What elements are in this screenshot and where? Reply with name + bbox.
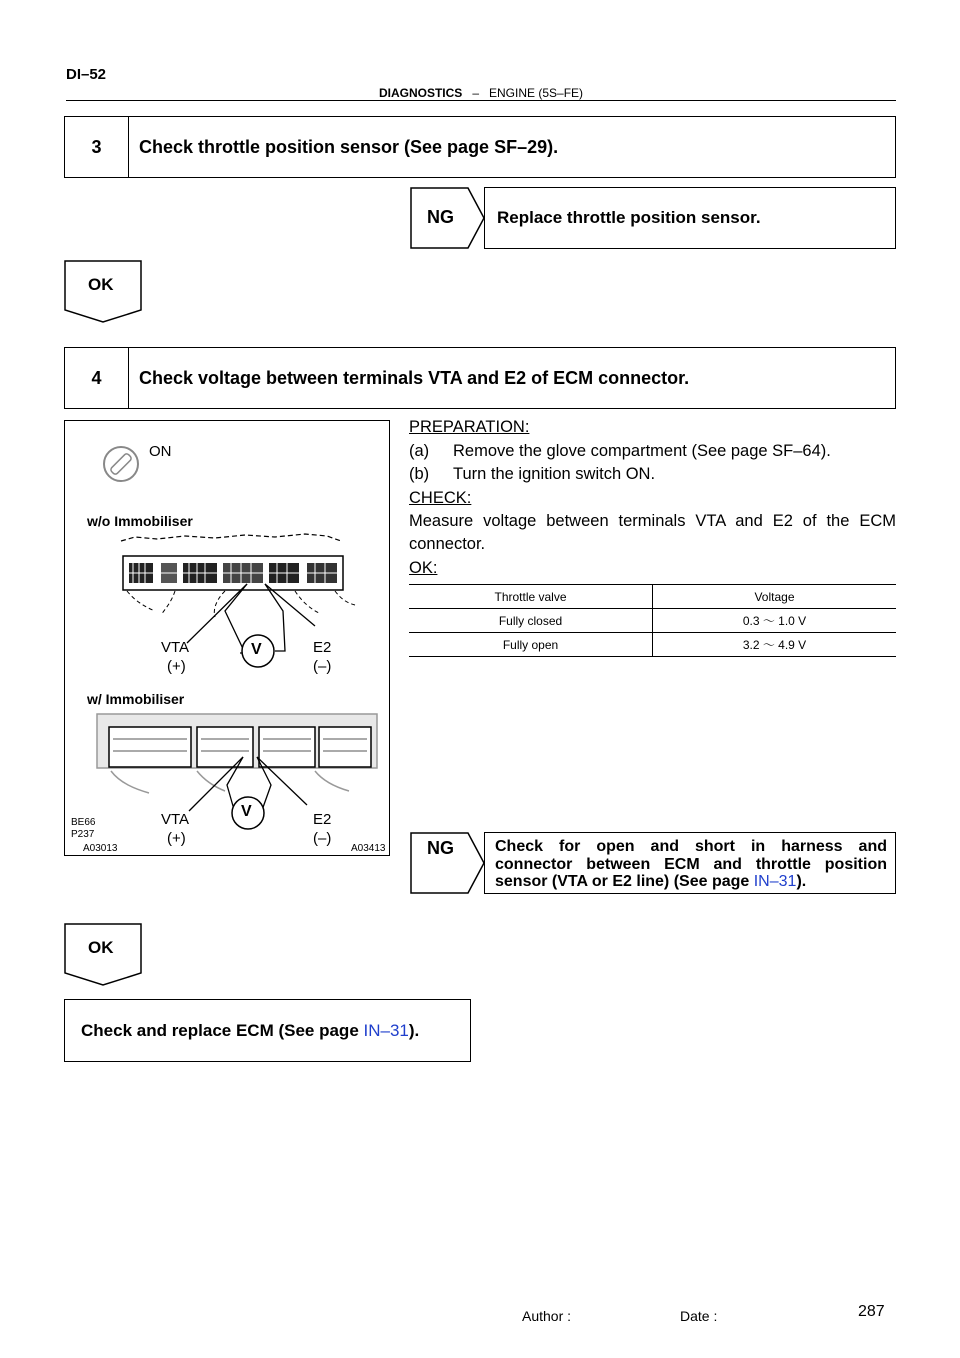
step-3-ng-action: Replace throttle position sensor. xyxy=(484,187,896,249)
prep-a-text: Remove the glove compartment (See page SF–64). xyxy=(453,442,831,460)
step-3-ok-label: OK xyxy=(88,275,114,294)
section-label-without-immobiliser: w/o Immobiliser xyxy=(87,513,193,529)
final-action-text: Check and replace ECM (See page xyxy=(81,1020,359,1040)
header-rule xyxy=(66,100,896,101)
figure-code-right: A03413 xyxy=(351,843,386,854)
step-4-ng-action xyxy=(484,832,896,894)
e2-label-2: E2 xyxy=(313,811,332,828)
ignition-key-icon xyxy=(104,447,138,481)
vta-label-2: VTA xyxy=(161,811,190,828)
figure-code-left: A03013 xyxy=(83,843,118,854)
prep-a-label: (a) xyxy=(409,442,430,460)
voltmeter-symbol-2: V xyxy=(241,803,252,820)
table-row xyxy=(409,633,896,657)
e2-sign-1: (–) xyxy=(313,658,332,675)
final-action-box xyxy=(64,999,471,1062)
step-4-box xyxy=(64,347,896,409)
figure-code-be: BE66 xyxy=(71,817,96,828)
running-header xyxy=(66,86,896,100)
header-subsection: ENGINE (5S–FE) xyxy=(489,86,584,100)
ignition-on-label: ON xyxy=(149,443,172,460)
final-page-link[interactable]: IN–31 xyxy=(363,1020,409,1040)
vta-label-1: VTA xyxy=(161,639,190,656)
prep-b-label: (b) xyxy=(409,465,430,483)
preparation-heading: PREPARATION: xyxy=(409,418,530,436)
section-label-with-immobiliser: w/ Immobiliser xyxy=(87,691,185,707)
footer-page-number: 287 xyxy=(858,1303,885,1320)
voltmeter-symbol-1: V xyxy=(251,641,262,658)
table-header-cell: Throttle valve xyxy=(409,585,653,609)
table-cell: 0.3 ～ 1.0 V xyxy=(653,609,897,633)
ok-heading: OK: xyxy=(409,559,438,577)
table-row xyxy=(409,609,896,633)
ecm-connector-with-immobiliser xyxy=(97,714,377,793)
footer-date-label: Date : xyxy=(680,1308,718,1324)
vta-sign-1: (+) xyxy=(167,658,186,675)
step-4-ng-page-link[interactable]: IN–31 xyxy=(753,873,797,890)
step-3-ng-label: NG xyxy=(427,207,454,227)
check-text: Measure voltage between terminals VTA and E2 of the ECM connector. xyxy=(409,512,896,553)
table-cell: Fully open xyxy=(409,633,653,657)
figure-drawing xyxy=(65,421,391,857)
header-section: DIAGNOSTICS xyxy=(378,86,463,100)
prep-b-text: Turn the ignition switch ON. xyxy=(453,465,656,483)
e2-sign-2: (–) xyxy=(313,830,332,847)
step-4-ng-action-text: Check for open and short in harness and connector between ECM and throttle position sensor (VTA or E2 line) (See page xyxy=(495,838,887,890)
figure-code-p: P237 xyxy=(71,829,95,840)
header-separator: – xyxy=(472,86,479,100)
table-header-row xyxy=(409,585,896,609)
check-heading: CHECK: xyxy=(409,489,472,507)
footer-author-label: Author : xyxy=(522,1308,572,1324)
voltage-spec-table xyxy=(409,584,896,657)
table-cell: 3.2 ～ 4.9 V xyxy=(653,633,897,657)
ecm-connector-without-immobiliser xyxy=(121,534,355,617)
step-4-ng-action-suffix: ). xyxy=(796,873,807,890)
wiring-figure xyxy=(64,420,390,856)
step-4-ng-label: NG xyxy=(427,838,454,858)
step-4-text: Check voltage between terminals VTA and E2 of ECM connector. xyxy=(139,367,690,388)
step-3-number: 3 xyxy=(65,117,129,177)
e2-label-1: E2 xyxy=(313,639,332,656)
table-header-cell: Voltage xyxy=(653,585,897,609)
step-3-box xyxy=(64,116,896,178)
page-code: DI–52 xyxy=(66,66,107,83)
final-action-suffix: ). xyxy=(408,1020,420,1040)
step-4-number: 4 xyxy=(65,348,129,408)
table-cell: Fully closed xyxy=(409,609,653,633)
step-3-text: Check throttle position sensor (See page SF–29). xyxy=(139,136,559,157)
step-4-ok-label: OK xyxy=(88,938,114,957)
vta-sign-2: (+) xyxy=(167,830,186,847)
